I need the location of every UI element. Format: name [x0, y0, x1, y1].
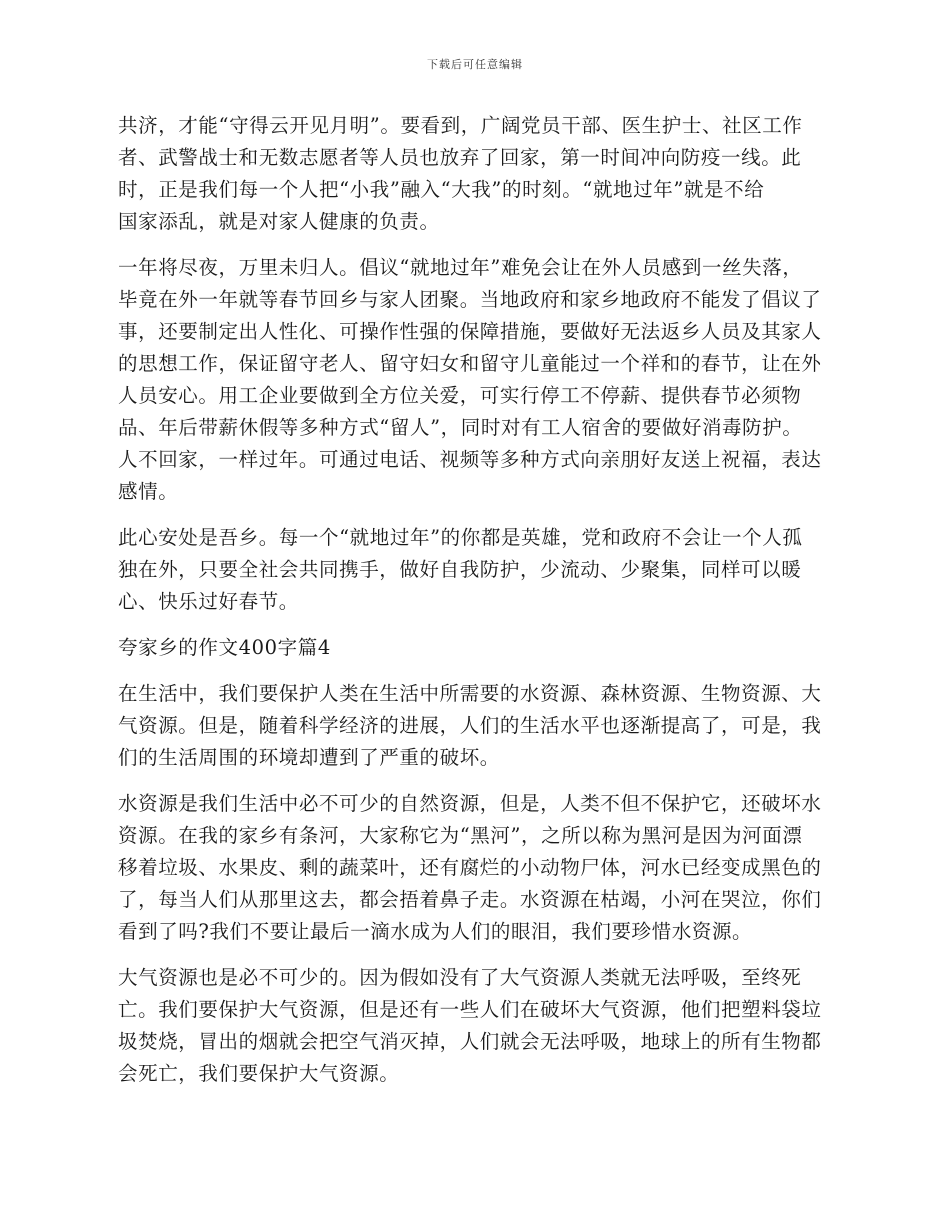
paragraph	[118, 678, 864, 774]
paragraph-line: 共济，才能“守得云开见月明”。要看到，广阔党员干部、医生护士、社区工作	[118, 114, 803, 137]
paragraph-line: 品、年后带薪休假等多种方式“留人”，同时对有工人宿舍的要做好消毒防护。	[118, 416, 803, 439]
document-body	[118, 110, 864, 1090]
paragraph	[118, 962, 864, 1090]
paragraph-line: 们的生活周围的环境却遭到了严重的破坏。	[118, 746, 500, 769]
paragraph-line: 国家添乱，就是对家人健康的负责。	[118, 210, 440, 233]
paragraph-line: 时，正是我们每一个人把“小我”融入“大我”的时刻。“就地过年”就是不给	[118, 178, 765, 201]
paragraph-line: 会死亡，我们要保护大气资源。	[118, 1062, 400, 1085]
paragraph-line: 人不回家，一样过年。可通过电话、视频等多种方式向亲朋好友送上祝福，表达	[118, 448, 822, 471]
section-heading	[118, 632, 864, 664]
paragraph	[118, 110, 864, 238]
paragraph	[118, 788, 864, 948]
paragraph-line: 资源。在我的家乡有条河，大家称它为“黑河”，之所以称为黑河是因为河面漂	[118, 824, 803, 847]
page-header-note: 下载后可任意编辑	[427, 58, 523, 71]
paragraph-line: 大气资源也是必不可少的。因为假如没有了大气资源人类就无法呼吸，至终死	[118, 966, 802, 989]
section-heading-text: 夸家乡的作文400字篇4	[118, 636, 331, 659]
paragraph-line: 在生活中，我们要保护人类在生活中所需要的水资源、森林资源、生物资源、大	[118, 682, 822, 705]
paragraph-line: 者、武警战士和无数志愿者等人员也放弃了回家，第一时间冲向防疫一线。此	[118, 146, 802, 169]
paragraph-line: 亡。我们要保护大气资源，但是还有一些人们在破坏大气资源，他们把塑料袋垃	[118, 998, 822, 1021]
paragraph-line: 气资源。但是，随着科学经济的进展，人们的生活水平也逐渐提高了，可是，我	[118, 714, 822, 737]
paragraph-line: 心、快乐过好春节。	[118, 590, 299, 613]
paragraph-line: 看到了吗?我们不要让最后一滴水成为人们的眼泪，我们要珍惜水资源。	[118, 920, 753, 943]
paragraph	[118, 522, 864, 618]
paragraph-line: 事，还要制定出人性化、可操作性强的保障措施，要做好无法返乡人员及其家人	[118, 320, 822, 343]
paragraph-line: 人员安心。用工企业要做到全方位关爱，可实行停工不停薪、提供春节必须物	[118, 384, 802, 407]
paragraph	[118, 252, 864, 508]
paragraph-line: 毕竟在外一年就等春节回乡与家人团聚。当地政府和家乡地政府不能发了倡议了	[118, 288, 822, 311]
paragraph-line: 一年将尽夜，万里未归人。倡议“就地过年”难免会让在外人员感到一丝失落，	[118, 256, 803, 279]
paragraph-line: 的思想工作，保证留守老人、留守妇女和留守儿童能过一个祥和的春节，让在外	[118, 352, 822, 375]
paragraph-line: 此心安处是吾乡。每一个“就地过年”的你都是英雄，党和政府不会让一个人孤	[118, 526, 803, 549]
paragraph-line: 圾焚烧，冒出的烟就会把空气消灭掉，人们就会无法呼吸，地球上的所有生物都	[118, 1030, 822, 1053]
paragraph-line: 感情。	[118, 480, 179, 503]
paragraph-line: 移着垃圾、水果皮、剩的蔬菜叶，还有腐烂的小动物尸体，河水已经变成黑色的	[118, 856, 822, 879]
paragraph-line: 水资源是我们生活中必不可少的自然资源，但是，人类不但不保护它，还破坏水	[118, 792, 822, 815]
paragraph-line: 独在外，只要全社会共同携手，做好自我防护，少流动、少聚集，同样可以暖	[118, 558, 802, 581]
paragraph-line: 了，每当人们从那里这去，都会捂着鼻子走。水资源在枯竭，小河在哭泣，你们	[118, 888, 822, 911]
